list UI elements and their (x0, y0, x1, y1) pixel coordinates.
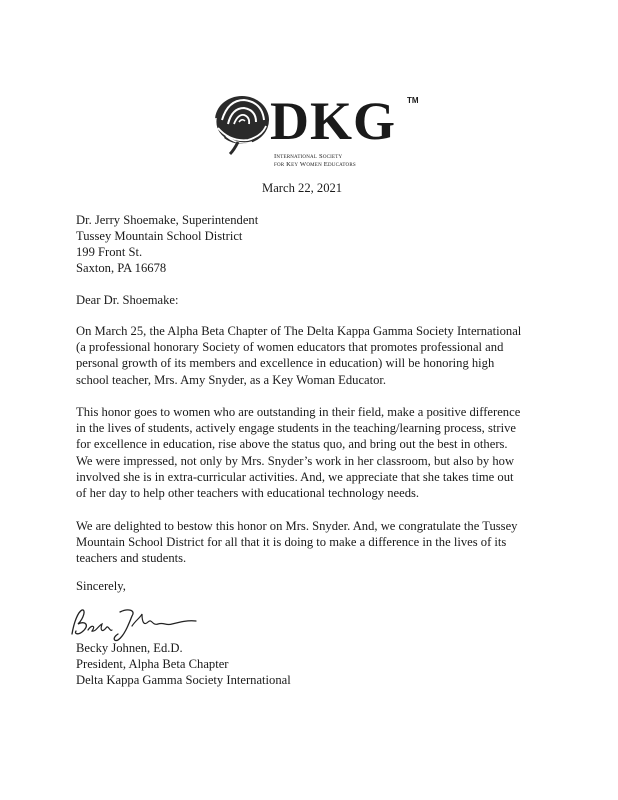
paragraph-line: involved she is in extra-curricular activities. And, we appreciate that she takes time out (76, 469, 514, 484)
paragraph-line: personal growth of its members and excellence in education) will be honoring high (76, 356, 495, 371)
paragraph-line: We are delighted to bestow this honor on Mrs. Snyder. And, we congratulate the Tussey (76, 519, 518, 533)
signer-title: President, Alpha Beta Chapter (76, 657, 229, 671)
paragraph-line: We were impressed, not only by Mrs. Snyder’s work in her classroom, but also by how (76, 453, 515, 468)
paragraph-line: On March 25, the Alpha Beta Chapter of The Delta Kappa Gamma Society International (76, 324, 522, 338)
closing: Sincerely, (76, 579, 126, 593)
body-paragraph-2 (76, 404, 556, 501)
salutation: Dear Dr. Shoemake: (76, 293, 179, 307)
rose-logo-icon (208, 90, 272, 156)
recipient-line-1: Dr. Jerry Shoemake, Superintendent (76, 213, 259, 227)
body-paragraph-3 (76, 518, 556, 567)
paragraph-line: This honor goes to women who are outstanding in their field, make a positive difference (76, 405, 521, 419)
paragraph-line: teachers and students. (76, 551, 187, 566)
handwritten-signature (62, 604, 202, 644)
signer-organization: Delta Kappa Gamma Society International (76, 673, 291, 687)
tagline-line-1: International Society (274, 153, 343, 160)
letterhead (208, 90, 448, 182)
paragraph-line: in the lives of students, actively engage students in the teaching/learning process, strive (76, 421, 516, 436)
paragraph-line: (a professional honorary Society of women educators that promotes professional and (76, 340, 504, 355)
trademark-mark: TM (407, 96, 419, 105)
paragraph-line: Mountain School District for all that it is doing to make a difference in the lives of its (76, 535, 507, 550)
paragraph-line: for excellence in education, rise above the status quo, and bring out the best in others. (76, 437, 508, 452)
paragraph-line: school teacher, Mrs. Amy Snyder, as a Key Woman Educator. (76, 372, 387, 387)
logo-tagline (274, 153, 394, 169)
recipient-line-2: Tussey Mountain School District (76, 229, 243, 243)
signer-name: Becky Johnen, Ed.D. (76, 641, 183, 655)
recipient-line-3: 199 Front St. (76, 245, 143, 259)
paragraph-line: of her day to help other teachers with educational technology needs. (76, 486, 420, 501)
recipient-line-4: Saxton, PA 16678 (76, 261, 167, 275)
tagline-line-2: for Key Women Educators (274, 161, 356, 168)
logo-wordmark: DKG (270, 91, 397, 151)
body-paragraph-1 (76, 323, 556, 388)
letter-date: March 22, 2021 (262, 181, 343, 195)
